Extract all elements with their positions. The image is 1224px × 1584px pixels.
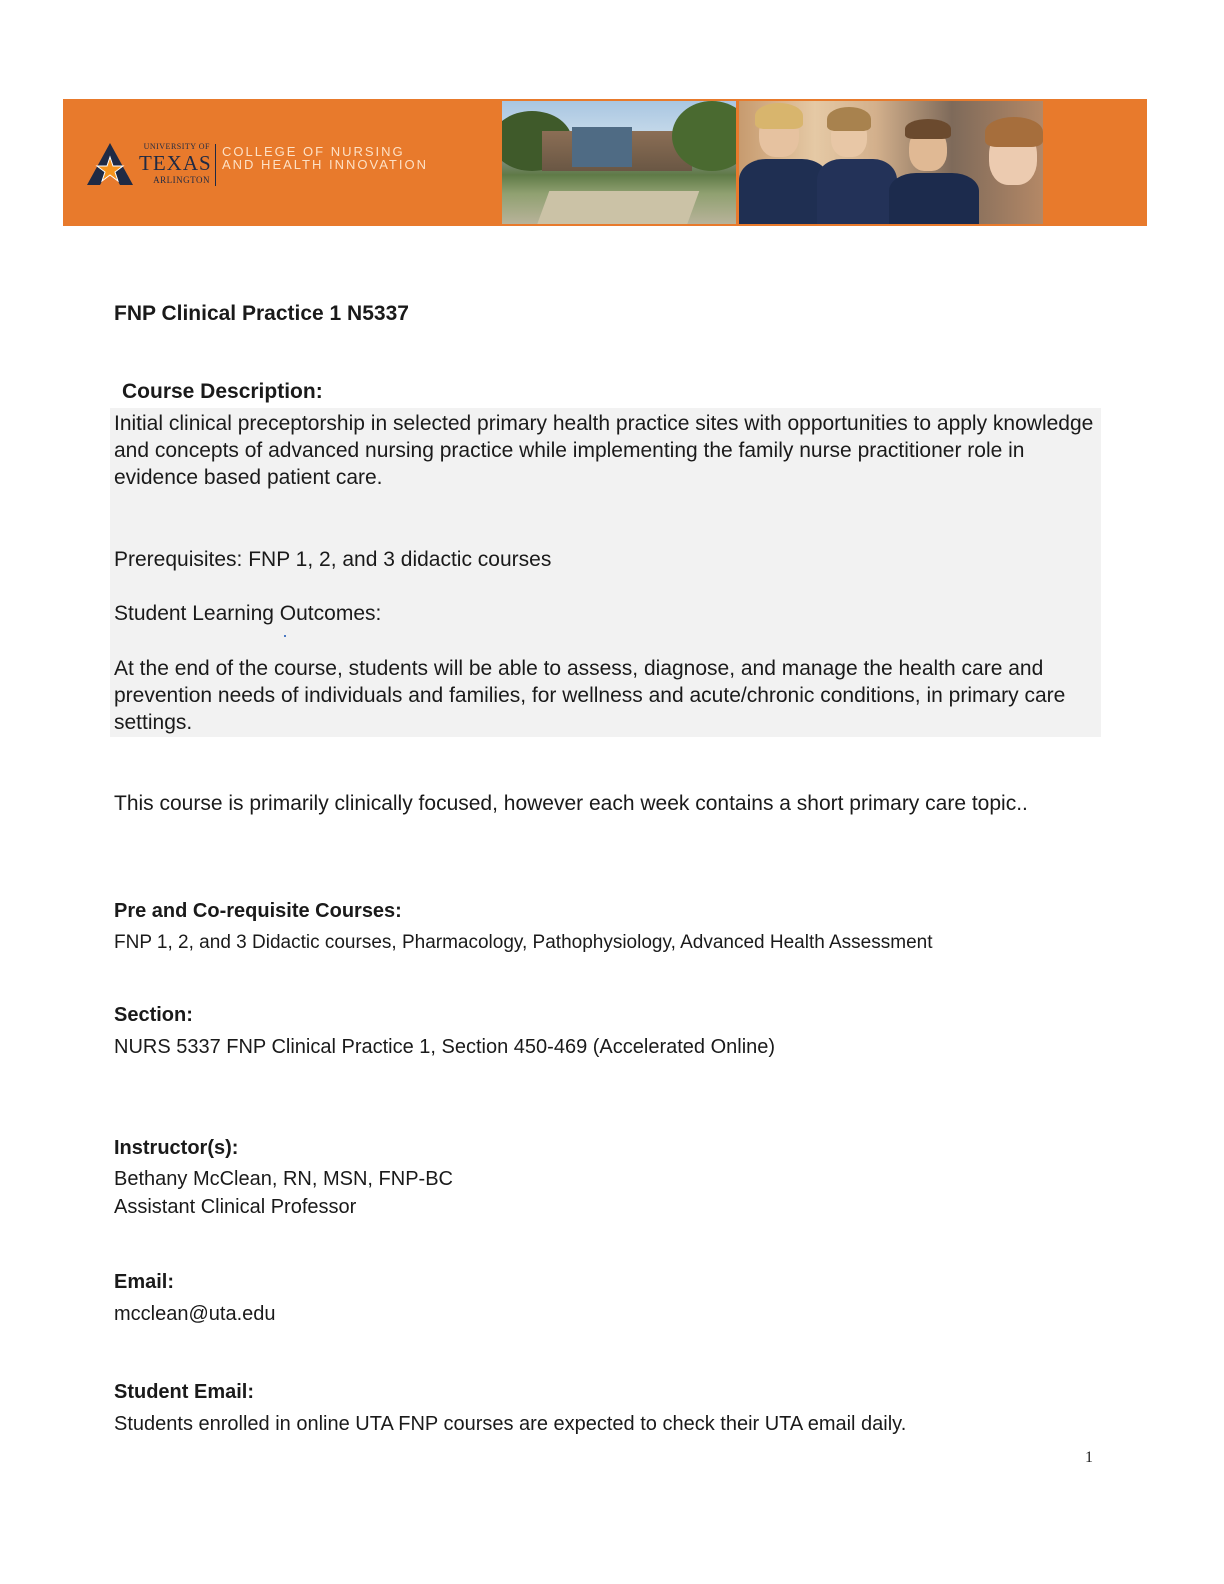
student-email-value: Students enrolled in online UTA FNP courses are expected to check their UTA email daily. bbox=[114, 1413, 907, 1435]
page-number: 1 bbox=[1085, 1449, 1093, 1466]
course-description-heading: Course Description: bbox=[122, 380, 323, 403]
decorative-dot bbox=[284, 635, 286, 637]
section-heading: Section: bbox=[114, 1004, 193, 1026]
email-heading: Email: bbox=[114, 1271, 175, 1293]
learning-outcomes-text: At the end of the course, students will be able to assess, diagnose, and manage the health care and prevention needs of individuals and families, for wellness and acute/chronic conditions, in primary care settings. bbox=[114, 657, 1066, 734]
instructor-name: Bethany McClean, RN, MSN, FNP-BC bbox=[114, 1168, 453, 1190]
coreq-heading: Pre and Co-requisite Courses: bbox=[114, 900, 402, 922]
prerequisites-text: Prerequisites: FNP 1, 2, and 3 didactic courses bbox=[114, 548, 552, 571]
student-email-heading: Student Email: bbox=[114, 1381, 255, 1403]
college-name-line1: COLLEGE OF NURSING bbox=[222, 144, 405, 159]
logo-arlington: ARLINGTON bbox=[153, 175, 210, 185]
learning-outcomes-label: Student Learning Outcomes: bbox=[114, 602, 382, 625]
header-banner bbox=[63, 99, 1147, 226]
section-value: NURS 5337 FNP Clinical Practice 1, Section 450-469 (Accelerated Online) bbox=[114, 1036, 776, 1058]
college-name bbox=[222, 145, 428, 171]
uta-star-logo-icon bbox=[87, 143, 133, 185]
instructor-title: Assistant Clinical Professor bbox=[114, 1196, 357, 1218]
logo-texas: TEXAS bbox=[139, 151, 212, 175]
instructor-heading: Instructor(s): bbox=[114, 1137, 239, 1159]
logo-university-of: UNIVERSITY OF bbox=[143, 142, 210, 151]
clinical-focus-note: This course is primarily clinically focused, however each week contains a short primary care topic.. bbox=[114, 792, 1028, 815]
nurses-photo bbox=[739, 101, 1043, 224]
email-value: mcclean@uta.edu bbox=[114, 1303, 276, 1325]
coreq-value: FNP 1, 2, and 3 Didactic courses, Pharmacology, Pathophysiology, Advanced Health Assessment bbox=[114, 932, 933, 953]
college-name-line2: AND HEALTH INNOVATION bbox=[222, 157, 428, 172]
campus-photo bbox=[502, 101, 736, 224]
course-title: FNP Clinical Practice 1 N5337 bbox=[114, 302, 409, 325]
logo-divider bbox=[215, 144, 216, 186]
course-description-text: Initial clinical preceptorship in selected primary health practice sites with opportunities to apply knowledge and concepts of advanced nursing practice while implementing the family nurse practitioner role in evidence based patient care. bbox=[114, 412, 1094, 489]
